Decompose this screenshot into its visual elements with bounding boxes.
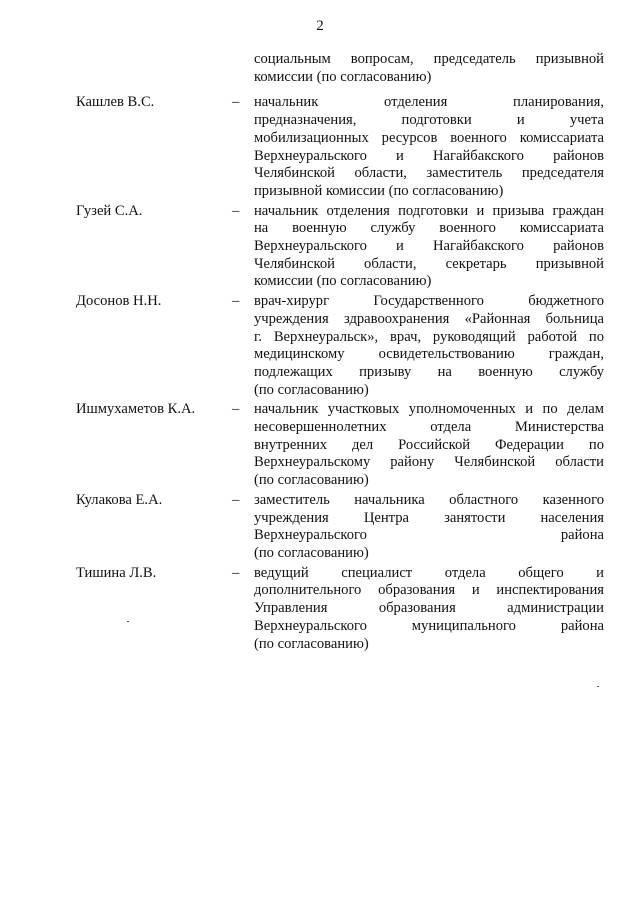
desc-line: несовершеннолетних отдела Министерства	[254, 419, 604, 436]
desc-line: начальник отделения подготовки и призыва граждан	[254, 202, 604, 219]
member-dash: –	[232, 564, 240, 581]
desc-line: Верхнеуральского муниципального района	[254, 617, 604, 634]
desc-line: учреждения Центра занятости населения	[254, 509, 604, 526]
desc-line: Верхнеуральского района	[254, 527, 604, 544]
member-row	[76, 565, 606, 654]
desc-line: комиссии (по согласованию)	[254, 68, 432, 85]
desc-line: г. Верхнеуральск», врач, руководящий работой по	[254, 328, 604, 345]
member-position	[254, 203, 604, 292]
member-position	[254, 565, 604, 654]
desc-line: (по согласованию)	[254, 544, 369, 561]
member-dash: –	[232, 401, 240, 418]
continuation-row	[76, 51, 606, 86]
desc-line: социальным вопросам, председатель призывной	[254, 51, 604, 67]
desc-line: подлежащих призыву на военную службу	[254, 363, 604, 380]
member-row	[76, 401, 606, 490]
desc-line: Челябинской области, секретарь призывной	[254, 255, 604, 272]
member-position	[254, 94, 604, 200]
desc-line: начальник отделения планирования,	[254, 94, 604, 111]
member-name: Ишмухаметов К.А.	[76, 401, 196, 418]
member-name: Гузей С.А.	[76, 202, 143, 219]
desc-line: дополнительного образования и инспектирования	[254, 582, 604, 599]
desc-line: Верхнеуральского и Нагайбакского районов	[254, 147, 604, 164]
member-position	[254, 293, 604, 399]
member-position	[254, 401, 604, 490]
member-row	[76, 94, 606, 200]
desc-line: врач-хирург Государственного бюджетного	[254, 293, 604, 310]
desc-line: (по согласованию)	[254, 472, 369, 489]
continuation-text	[254, 51, 604, 86]
page-number: 2	[316, 18, 324, 34]
desc-line: Верхнеуральскому району Челябинской области	[254, 454, 604, 471]
member-row	[76, 492, 606, 563]
desc-line: учреждения здравоохранения «Районная больница	[254, 310, 604, 327]
commission-members-list	[76, 51, 606, 653]
desc-line: предназначения, подготовки и учета	[254, 112, 604, 129]
member-dash: –	[232, 491, 240, 508]
desc-line: (по согласованию)	[254, 381, 369, 398]
desc-line: заместитель начальника областного казенного	[254, 491, 604, 508]
desc-line: Верхнеуральского и Нагайбакского районов	[254, 238, 604, 255]
desc-line: медицинскому освидетельствованию граждан,	[254, 346, 604, 363]
desc-line: призывной комиссии (по согласованию)	[254, 182, 504, 199]
member-row	[76, 293, 606, 399]
scan-speck	[597, 686, 599, 687]
desc-line: (по согласованию)	[254, 635, 369, 652]
desc-line: комиссии (по согласованию)	[254, 273, 432, 290]
member-dash: –	[232, 293, 240, 310]
desc-line: начальник участковых уполномоченных и по делам	[254, 401, 604, 418]
member-dash: –	[232, 202, 240, 219]
scan-speck	[127, 621, 129, 622]
member-position	[254, 492, 604, 563]
member-name: Кашлев В.С.	[76, 94, 155, 111]
member-name: Кулакова Е.А.	[76, 491, 163, 508]
desc-line: на военную службу военного комиссариата	[254, 220, 604, 237]
desc-line: ведущий специалист отдела общего и	[254, 564, 604, 581]
member-name: Досонов Н.Н.	[76, 293, 162, 310]
member-name: Тишина Л.В.	[76, 564, 157, 581]
desc-line: внутренних дел Российской Федерации по	[254, 436, 604, 453]
member-dash: –	[232, 94, 240, 111]
desc-line: Управления образования администрации	[254, 600, 604, 617]
desc-line: Челябинской области, заместитель председателя	[254, 165, 604, 182]
member-row	[76, 203, 606, 292]
desc-line: мобилизационных ресурсов военного комиссариата	[254, 129, 604, 146]
